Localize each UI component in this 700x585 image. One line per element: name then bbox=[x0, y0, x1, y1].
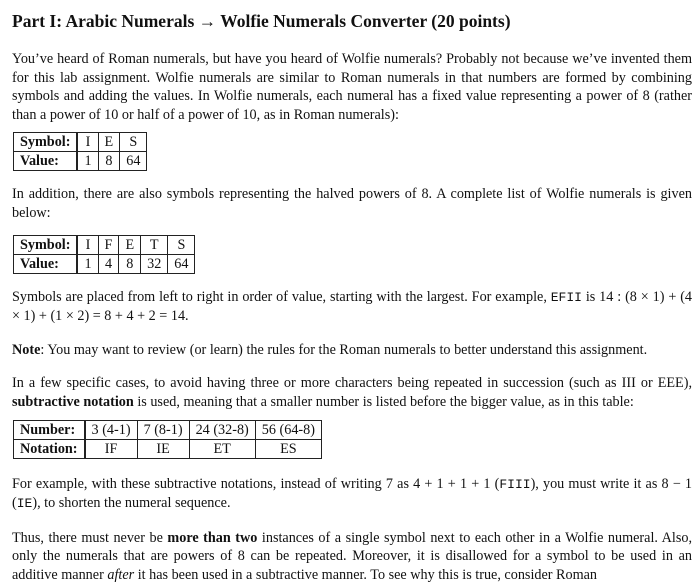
table-row bbox=[14, 439, 322, 458]
table-cell: 64 bbox=[168, 254, 195, 273]
table-cell: 56 (64-8) bbox=[255, 420, 321, 439]
table-cell: 1 bbox=[77, 152, 98, 171]
example-text: ), you must write it as 8 − 1 ( bbox=[12, 475, 693, 512]
order-math: (8 × 1) + (4 × 1) + (1 × 2) = 8 + 4 + 2 = 14. bbox=[12, 288, 693, 325]
table-cell: 64 bbox=[120, 152, 147, 171]
row-label: Notation: bbox=[14, 439, 85, 458]
table-cell: 1 bbox=[77, 254, 98, 273]
full-symbols-table bbox=[13, 235, 195, 274]
table-row bbox=[14, 235, 195, 254]
rules-emphasis: more than two bbox=[167, 529, 258, 546]
table-cell: 8 bbox=[98, 152, 120, 171]
example-code: FIII bbox=[499, 476, 531, 492]
table-cell: ET bbox=[189, 439, 255, 458]
example-text: ), to shorten the numeral sequence. bbox=[32, 495, 231, 512]
note-label: Note bbox=[12, 341, 41, 358]
table-cell: S bbox=[120, 133, 147, 152]
subtractive-term: subtractive notation bbox=[12, 393, 134, 410]
table-cell: 4 bbox=[98, 254, 119, 273]
table-row bbox=[14, 420, 322, 439]
example-text: For example, with these subtractive notations, instead of writing 7 as 4 + 1 + 1 + 1 ( bbox=[12, 475, 500, 492]
rules-paragraph bbox=[12, 529, 692, 585]
table-row bbox=[14, 133, 147, 152]
table-cell: 3 (4-1) bbox=[85, 420, 138, 439]
basic-symbols-table bbox=[13, 132, 147, 171]
order-text: Symbols are placed from left to right in order of value, starting with the largest. For example, bbox=[12, 288, 547, 305]
note-text: : You may want to review (or learn) the rules for the Roman numerals to better understand this assignment. bbox=[40, 341, 648, 358]
row-label: Number: bbox=[14, 420, 85, 439]
table-cell: E bbox=[119, 235, 141, 254]
table-cell: IE bbox=[137, 439, 189, 458]
order-paragraph bbox=[12, 288, 692, 326]
order-text: is 14 : bbox=[585, 288, 622, 305]
subtractive-text: is used, meaning that a smaller number is listed before the bigger value, as in this table: bbox=[137, 393, 634, 410]
row-label: Symbol: bbox=[14, 235, 78, 254]
halved-powers-paragraph: In addition, there are also symbols representing the halved powers of 8. A complete list of Wolfie numerals is given below: bbox=[12, 186, 692, 221]
table-cell: IF bbox=[85, 439, 138, 458]
table-cell: 32 bbox=[141, 254, 168, 273]
row-label: Value: bbox=[14, 152, 78, 171]
rules-text: Thus, there must never be bbox=[12, 529, 163, 546]
intro-paragraph: You’ve heard of Roman numerals, but have you heard of Wolfie numerals? Probably not because we’ve invented them for this lab assignment. Wolfie numerals are similar to Roman numerals in that numbers are formed by combining symbols and adding the values. In Wolfie numerals, each numeral has a fixed value representing a power of 8 (rather than a power of 10 or half of a power of 10, as in Roman numerals): bbox=[12, 51, 692, 123]
document-page bbox=[12, 0, 692, 585]
row-label: Symbol: bbox=[14, 133, 78, 152]
example-code: IE bbox=[16, 496, 33, 512]
row-label: Value: bbox=[14, 254, 78, 273]
subtractive-text: In a few specific cases, to avoid having three or more characters being repeated in succession (such as III or EEE), bbox=[12, 375, 692, 392]
note-paragraph bbox=[12, 341, 692, 360]
table-cell: 24 (32-8) bbox=[189, 420, 255, 439]
table-row bbox=[14, 152, 147, 171]
table-cell: 7 (8-1) bbox=[137, 420, 189, 439]
table-cell: I bbox=[77, 133, 98, 152]
table-cell: ES bbox=[255, 439, 321, 458]
table-cell: S bbox=[168, 235, 195, 254]
rules-italic: after bbox=[107, 566, 135, 583]
page-title: Part I: Arabic Numerals → Wolfie Numerals Converter (20 points) bbox=[12, 11, 511, 31]
subtractive-paragraph bbox=[12, 374, 692, 411]
table-cell: T bbox=[141, 235, 168, 254]
table-cell: I bbox=[77, 235, 98, 254]
rules-text: it has been used in a subtractive manner. To see why this is true, consider Roman bbox=[137, 566, 598, 583]
example-paragraph bbox=[12, 475, 692, 514]
table-cell: F bbox=[98, 235, 119, 254]
table-cell: 8 bbox=[119, 254, 141, 273]
subtractive-table bbox=[13, 420, 322, 459]
rules-text: instances of a single symbol next to each other in a Wolfie numeral. Also, only the numerals that are powers of 8 can be repeated. Moreover, it is disallowed for a symbol to be used in an additive manner bbox=[12, 529, 693, 583]
example-code: EFII bbox=[550, 289, 582, 305]
table-row bbox=[14, 254, 195, 273]
table-cell: E bbox=[98, 133, 120, 152]
